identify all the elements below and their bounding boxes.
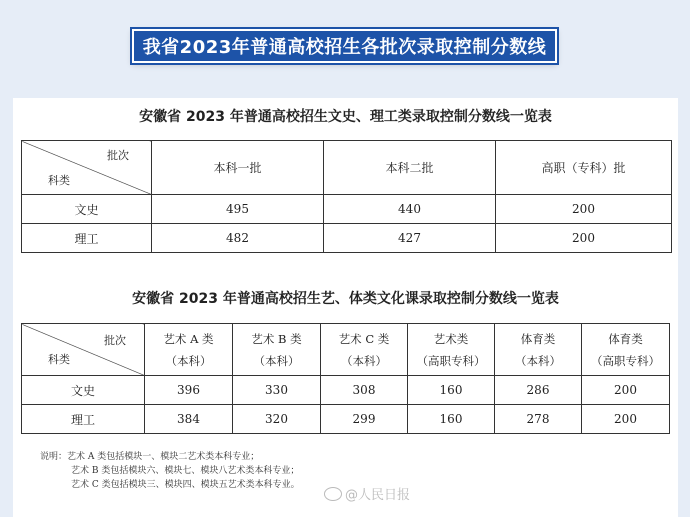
weibo-logo-icon (324, 487, 342, 501)
score-cell: 308 (321, 376, 408, 405)
table2-score-lines (21, 323, 670, 434)
table2-corner-batch: 批次 (104, 334, 126, 347)
table2-title: 安徽省 2023 年普通高校招生艺、体类文化课录取控制分数线一览表 (132, 291, 559, 307)
table2-corner-cell (22, 324, 145, 376)
score-cell: 200 (496, 224, 672, 253)
page-banner-title: 我省2023年普通高校招生各批次录取控制分数线 (132, 29, 557, 63)
score-cell: 320 (233, 405, 321, 434)
row-category: 理工 (22, 224, 152, 253)
table1-header-vocational: 高职（专科）批 (496, 141, 672, 195)
table1-title: 安徽省 2023 年普通高校招生文史、理工类录取控制分数线一览表 (139, 109, 552, 125)
table1-score-lines (21, 140, 672, 253)
table2-corner-category: 科类 (48, 353, 70, 366)
row-category: 理工 (22, 405, 145, 434)
note-line: 艺术 C 类包括模块三、模块四、模块五艺术类本科专业。 (71, 480, 300, 490)
table2-header-art-c: 艺术 C 类 （本科） (321, 324, 408, 376)
score-cell: 160 (408, 405, 495, 434)
note-line: 艺术 B 类包括模块六、模块七、模块八艺术类本科专业； (71, 466, 300, 476)
table2-header-art-vocational: 艺术类 （高职专科） (408, 324, 495, 376)
score-cell: 440 (324, 195, 496, 224)
table-row (22, 376, 670, 405)
table-row (22, 224, 672, 253)
score-cell: 160 (408, 376, 495, 405)
score-cell: 384 (145, 405, 233, 434)
notes (40, 450, 600, 492)
table-row (22, 195, 672, 224)
watermark (324, 484, 410, 503)
table2-header-sports-undergrad: 体育类 （本科） (495, 324, 582, 376)
table-row (22, 405, 670, 434)
score-cell: 200 (582, 405, 670, 434)
table2-header-sports-vocational: 体育类 （高职专科） (582, 324, 670, 376)
table1-corner-category: 科类 (48, 174, 70, 187)
watermark-text: @人民日报 (344, 488, 410, 503)
score-cell: 278 (495, 405, 582, 434)
score-cell: 330 (233, 376, 321, 405)
row-category: 文史 (22, 376, 145, 405)
score-cell: 482 (152, 224, 324, 253)
table2-header-art-b: 艺术 B 类 （本科） (233, 324, 321, 376)
score-cell: 299 (321, 405, 408, 434)
score-cell: 286 (495, 376, 582, 405)
table1-header-tier1: 本科一批 (152, 141, 324, 195)
score-cell: 427 (324, 224, 496, 253)
score-sheet (13, 98, 678, 517)
table1-corner-cell (22, 141, 152, 195)
table2-header-art-a: 艺术 A 类 （本科） (145, 324, 233, 376)
score-cell: 495 (152, 195, 324, 224)
table1-header-tier2: 本科二批 (324, 141, 496, 195)
note-line: 说明：艺术 A 类包括模块一、模块二艺术类本科专业； (40, 452, 260, 462)
row-category: 文史 (22, 195, 152, 224)
score-cell: 396 (145, 376, 233, 405)
score-cell: 200 (496, 195, 672, 224)
table1-corner-batch: 批次 (107, 149, 129, 162)
score-cell: 200 (582, 376, 670, 405)
